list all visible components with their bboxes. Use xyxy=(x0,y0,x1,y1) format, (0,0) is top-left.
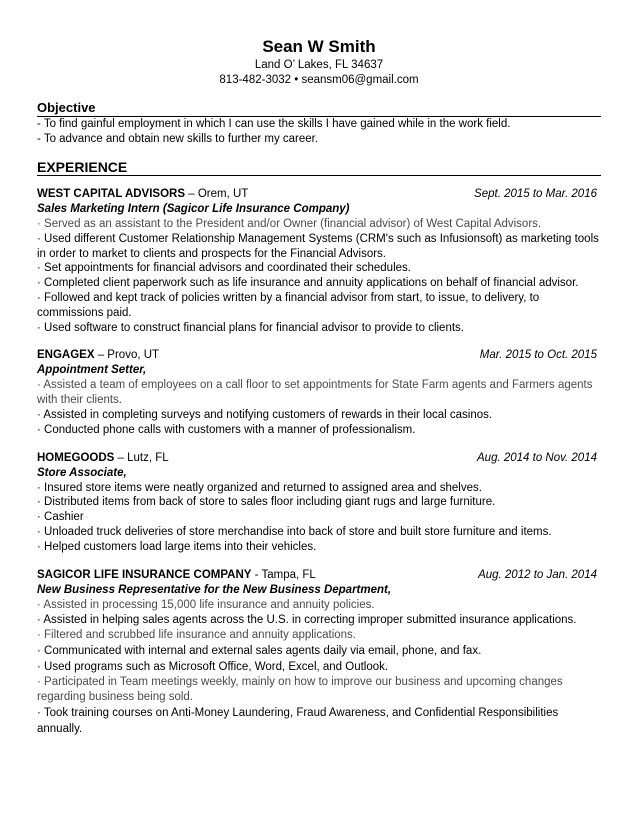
job-bullet: · Used programs such as Microsoft Office, Word, Excel, and Outlook. xyxy=(37,661,389,674)
job-location: – Lutz, FL xyxy=(114,451,169,464)
job-header xyxy=(37,186,601,202)
job-bullet: · Completed client paperwork such as life insurance and annuity applications on behalf of financial advisor. xyxy=(37,277,579,290)
job-bullet: · Insured store items were neatly organized and returned to assigned area and shelves. xyxy=(37,481,482,494)
job-company: WEST CAPITAL ADVISORS xyxy=(37,188,186,200)
job-employer xyxy=(37,186,248,202)
job-bullet: · Used software to construct financial plans for financial advisor to provide to clients. xyxy=(37,321,464,334)
candidate-name: Sean W Smith xyxy=(262,37,376,56)
job-bullet: · Cashier xyxy=(37,511,84,524)
job-employer xyxy=(37,567,316,583)
candidate-contact: 813-482-3032 • seansm06@gmail.com xyxy=(219,74,419,86)
job-company: SAGICOR LIFE INSURANCE COMPANY xyxy=(37,568,252,581)
job-bullet: · Conducted phone calls with customers with a manner of professionalism. xyxy=(37,423,416,436)
job-bullet: · Set appointments for financial advisors and coordinated their schedules. xyxy=(37,262,411,275)
job-bullet: · Communicated with internal and external sales agents daily via email, phone, and fax. xyxy=(37,645,482,658)
job-bullet: · Helped customers load large items into their vehicles. xyxy=(37,540,317,553)
job-role: New Business Representative for the New Business Department, xyxy=(37,583,392,596)
objective-line: - To advance and obtain new skills to further my career. xyxy=(37,133,319,145)
job-company: HOMEGOODS xyxy=(37,451,115,464)
objective-heading: Objective xyxy=(37,100,601,117)
experience-heading: EXPERIENCE xyxy=(37,159,601,176)
job-entry xyxy=(37,450,601,555)
job-bullet: · Followed and kept track of policies written by a financial advisor from start, to issue, to delivery, to commissions paid. xyxy=(37,291,540,319)
job-bullet: · Used different Customer Relationship Management Systems (CRM's such as Infusionsoft) as marketing tools in order to market to clients and prospects for the Financial Advisors. xyxy=(37,232,599,260)
job-employer xyxy=(37,347,159,363)
job-bullet: · Distributed items from back of store to sales floor including giant rugs and large furniture. xyxy=(37,496,496,509)
job-company: ENGAGEX xyxy=(37,349,95,362)
job-bullet: · Assisted in completing surveys and notifying customers of rewards in their local casinos. xyxy=(37,408,493,421)
job-bullet: · Participated in Team meetings weekly, mainly on how to improve our business and upcoming changes regarding business being sold. xyxy=(37,676,563,703)
job-role: Appointment Setter, xyxy=(37,364,147,377)
job-header xyxy=(37,450,601,466)
objective-line: - To find gainful employment in which I can use the skills I have gained while in the work field. xyxy=(37,118,511,130)
job-dates: Aug. 2012 to Jan. 2014 xyxy=(478,568,597,581)
resume-header xyxy=(37,36,601,88)
job-dates: Aug. 2014 to Nov. 2014 xyxy=(477,451,597,464)
job-header xyxy=(37,347,601,363)
job-location: – Orem, UT xyxy=(185,188,249,200)
job-bullet: · Assisted in helping sales agents across the U.S. in correcting improper submitted insurance applications. xyxy=(37,614,577,627)
job-dates: Mar. 2015 to Oct. 2015 xyxy=(479,349,597,362)
job-bullet: · Served as an assistant to the President and/or Owner (financial advisor) of West Capital Advisors. xyxy=(37,218,542,230)
job-entry xyxy=(37,186,601,335)
job-role: Store Associate, xyxy=(37,466,127,479)
job-header xyxy=(37,567,601,583)
job-role: Sales Marketing Intern (Sagicor Life Insurance Company) xyxy=(37,203,350,215)
objective-list xyxy=(37,117,601,147)
job-bullet: · Filtered and scrubbed life insurance and annuity applications. xyxy=(37,629,356,642)
job-location: - Tampa, FL xyxy=(251,568,316,581)
candidate-address: Land O’ Lakes, FL 34637 xyxy=(254,59,384,71)
job-dates: Sept. 2015 to Mar. 2016 xyxy=(474,188,597,200)
job-location: – Provo, UT xyxy=(94,349,160,362)
job-employer xyxy=(37,450,169,466)
job-bullet: · Assisted a team of employees on a call floor to set appointments for State Farm agents and Farmers agents with their clients. xyxy=(37,379,593,407)
job-bullet: · Assisted in processing 15,000 life insurance and annuity policies. xyxy=(37,598,375,611)
job-entry xyxy=(37,567,601,737)
job-entry xyxy=(37,347,601,437)
job-bullet: · Unloaded truck deliveries of store merchandise into back of store and built store furniture and items. xyxy=(37,525,552,538)
job-bullet: · Took training courses on Anti-Money Laundering, Fraud Awareness, and Confidential Responsibilities annually. xyxy=(37,706,559,735)
